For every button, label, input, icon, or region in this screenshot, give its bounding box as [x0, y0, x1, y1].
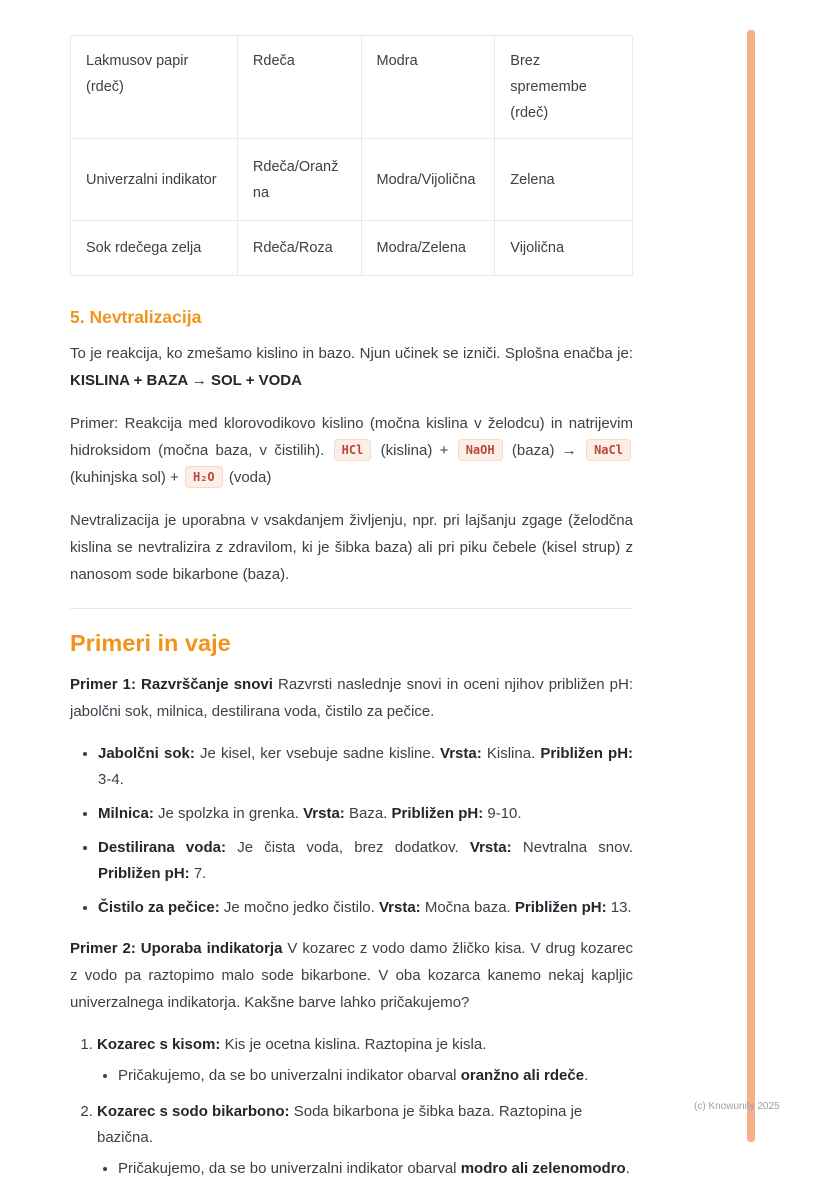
item-label: Destilirana voda:: [98, 839, 226, 856]
paragraph-text: (kislina) +: [380, 442, 449, 459]
page-scrollbar[interactable]: [747, 30, 755, 1142]
paragraph-text: (voda): [228, 469, 272, 486]
item-label: Približen pH:: [540, 745, 634, 762]
chem-chip-h2o: H₂O: [185, 466, 223, 488]
paragraph-text: Razvrsti naslednje snovi in oceni njihov približen pH: jabolčni sok, milnica, destilirana voda, čistilo za pečice.: [70, 676, 634, 720]
table-cell: Rdeča/Roza: [237, 221, 361, 276]
chem-chip-nacl: NaCl: [586, 439, 631, 461]
table-cell: Rdeča: [237, 36, 361, 139]
item-label: Vrsta:: [378, 899, 421, 916]
table-cell: Vijolična: [495, 221, 633, 276]
table-row: [71, 36, 633, 139]
section-heading-nevtralizacija: 5. Nevtralizacija: [70, 307, 202, 327]
table-cell: Modra/Vijolična: [361, 139, 495, 221]
list-item-milnica: [98, 801, 633, 827]
sub-list-item: [118, 1156, 633, 1182]
item-text: Je čista voda, brez dodatkov.: [237, 839, 459, 856]
paragraph-text: (kuhinjska sol) +: [70, 469, 179, 486]
item-text: Kis je ocetna kislina. Raztopina je kisla.: [224, 1036, 487, 1053]
primer2-title: Primer 2: Uporaba indikatorja: [70, 940, 283, 957]
table-cell: Brez spremembe (rdeč): [495, 36, 633, 139]
paragraph-text: Primer: Reakcija med klorovodikovo kislino (močna kislina v želodcu) in natrijevim hidroksidom (močna baza, v čistilih).: [70, 415, 633, 459]
item-text: Baza.: [348, 805, 388, 822]
document-page: [70, 35, 633, 1192]
list-item-destilirana-voda: [98, 835, 633, 887]
numbered-item-kozarec-s-sodo: [97, 1099, 633, 1182]
section-divider: [70, 608, 633, 609]
item-label: Čistilo za pečice:: [98, 899, 220, 916]
item-label: Kozarec s sodo bikarbono:: [97, 1103, 290, 1120]
substances-list: [70, 741, 633, 921]
experiment-list: [70, 1032, 633, 1182]
paragraph-text: To je reakcija, ko zmešamo kislino in bazo. Njun učinek se izniči. Splošna enačba je:: [70, 345, 633, 362]
item-text: Je spolzka in grenka.: [158, 805, 299, 822]
table-cell: Sok rdečega zelja: [71, 221, 238, 276]
sub-list: [97, 1063, 633, 1089]
item-label: modro ali zelenomodro: [460, 1160, 626, 1177]
table-row: [71, 139, 633, 221]
paragraph-neutralization-uses: Nevtralizacija je uporabna v vsakdanjem življenju, npr. pri lajšanju zgage (želodčna kislina se nevtralizira z zdravilom, ki je šibka baza) ali pri piku čebele (kisel strup) z nanosom sode bikarbone (baza).: [70, 512, 633, 583]
numbered-item-kozarec-s-kisom: [97, 1032, 633, 1089]
item-label: Približen pH:: [98, 865, 190, 882]
table-cell: Zelena: [495, 139, 633, 221]
item-text: .: [625, 1160, 630, 1177]
paragraph-primer1: [70, 671, 633, 725]
paragraph-text: (baza) →: [511, 442, 577, 459]
sub-list-item: [118, 1063, 633, 1089]
item-text: 3-4.: [98, 771, 124, 788]
item-label: Jabolčni sok:: [98, 745, 195, 762]
table-cell: Univerzalni indikator: [71, 139, 238, 221]
footer-credit: (c) Knowunity 2025: [694, 1101, 780, 1112]
table-cell: Modra/Zelena: [361, 221, 495, 276]
item-label: Približen pH:: [514, 899, 607, 916]
item-text: 9-10.: [487, 805, 522, 822]
indicator-table: [70, 35, 633, 276]
item-text: Je močno jedko čistilo.: [223, 899, 375, 916]
item-label: Vrsta:: [469, 839, 512, 856]
item-text: Pričakujemo, da se bo univerzalni indikator obarval: [118, 1067, 457, 1084]
paragraph-neutralization-example: [70, 410, 633, 491]
item-label: Vrsta:: [303, 805, 345, 822]
item-label: Približen pH:: [391, 805, 484, 822]
item-text: .: [584, 1067, 589, 1084]
table-cell: Rdeča/Oranžna: [237, 139, 361, 221]
chem-chip-naoh: NaOH: [458, 439, 503, 461]
item-label: Kozarec s kisom:: [97, 1036, 221, 1053]
section-heading-primeri-in-vaje: Primeri in vaje: [70, 630, 231, 656]
item-text: Nevtralna snov.: [522, 839, 634, 856]
item-text: Je kisel, ker vsebuje sadne kisline.: [199, 745, 435, 762]
list-item-jabolcni-sok: [98, 741, 633, 793]
item-text: Soda bikarbona je šibka baza. Raztopina je bazična.: [97, 1103, 583, 1146]
paragraph-primer2: [70, 935, 633, 1016]
paragraph-text: V kozarec z vodo damo žličko kisa. V drug kozarec z vodo pa raztopimo malo sode bikarbone. V oba kozarca kanemo nekaj kapljic univerzalnega indikatorja. Kakšne barve lahko pričakujemo?: [70, 940, 634, 1011]
item-label: Vrsta:: [440, 745, 482, 762]
item-text: 13.: [610, 899, 632, 916]
table-row: [71, 221, 633, 276]
item-text: 7.: [193, 865, 207, 882]
paragraph-neutralization-intro: [70, 340, 633, 394]
chem-chip-hcl: HCl: [334, 439, 372, 461]
item-label: oranžno ali rdeče: [460, 1067, 585, 1084]
item-text: Kislina.: [486, 745, 536, 762]
table-cell: Modra: [361, 36, 495, 139]
table-cell: Lakmusov papir (rdeč): [71, 36, 238, 139]
sub-list: [97, 1156, 633, 1182]
item-label: Milnica:: [98, 805, 154, 822]
primer1-title: Primer 1: Razvrščanje snovi: [70, 676, 273, 693]
equation-bold: KISLINA + BAZA → SOL + VODA: [70, 372, 302, 389]
item-text: Močna baza.: [424, 899, 511, 916]
list-item-cistilo: [98, 895, 633, 921]
item-text: Pričakujemo, da se bo univerzalni indikator obarval: [118, 1160, 457, 1177]
